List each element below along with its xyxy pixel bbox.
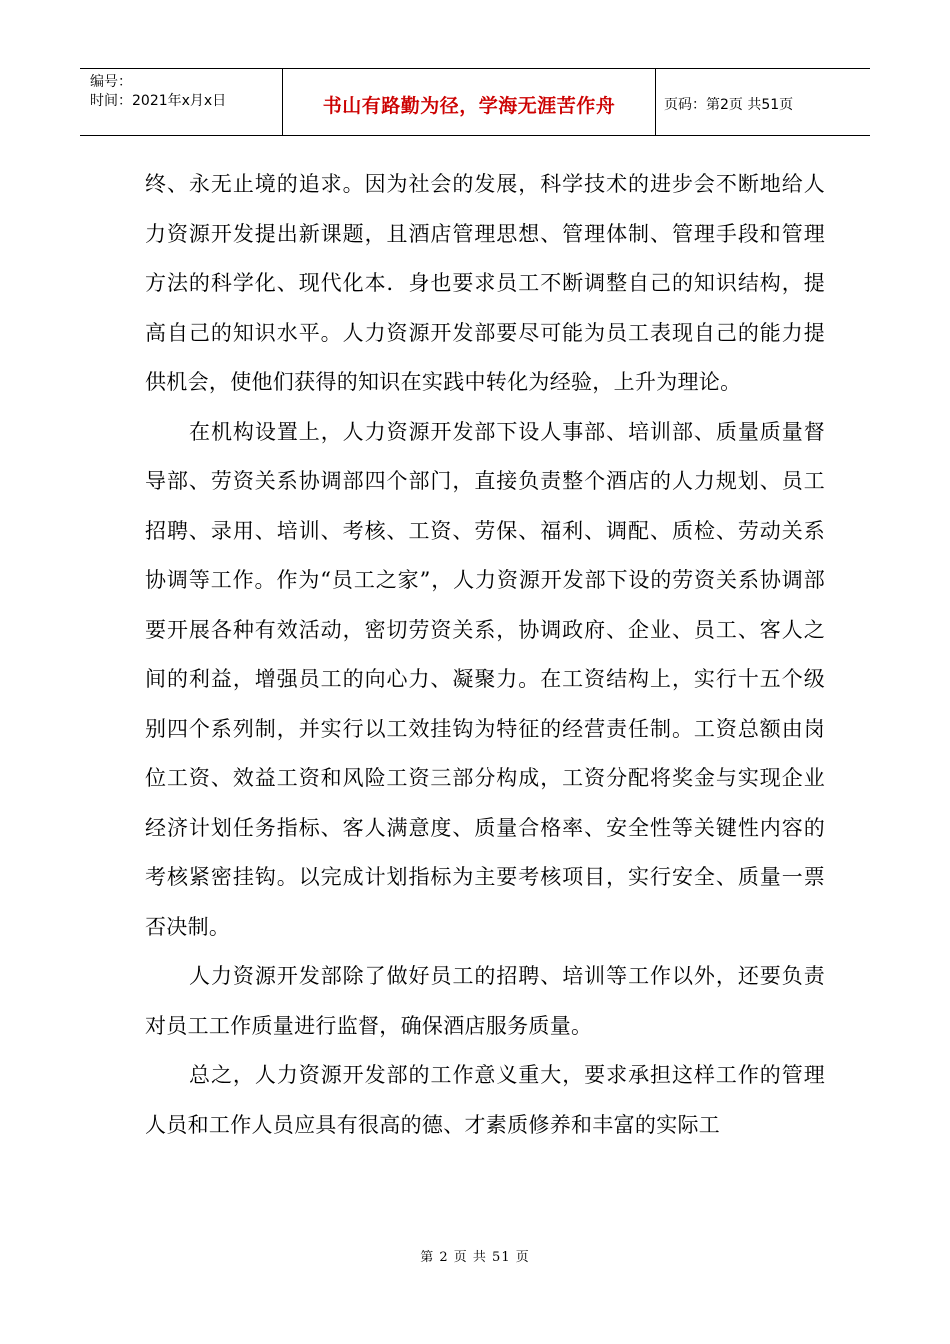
page-footer: 第 2 页 共 51 页 — [420, 1250, 530, 1265]
document-time-label: 时间：2021年x月x日 — [90, 93, 227, 109]
header-page-info: 页码：第2页 共51页 — [664, 97, 794, 113]
body-paragraph: 总之，人力资源开发部的工作意义重大，要求承担这样工作的管理人员和工作人员应具有很高的德、才素质修养和丰富的实际工 — [145, 1063, 825, 1137]
header-motto: 书山有路勤为径，学海无涯苦作舟 — [283, 69, 656, 135]
document-body — [145, 160, 825, 1150]
body-paragraph: 人力资源开发部除了做好员工的招聘、培训等工作以外，还要负责对员工工作质量进行监督，确保酒店服务质量。 — [145, 964, 825, 1038]
header-meta-cell — [80, 69, 283, 135]
document-header — [80, 68, 870, 136]
body-paragraph: 在机构设置上，人力资源开发部下设人事部、培训部、质量质量督导部、劳资关系协调部四个部门，直接负责整个酒店的人力规划、员工招聘、录用、培训、考核、工资、劳保、福利、调配、质检、劳动关系协调等工作。作为“员工之家”，人力资源开发部下设的劳资关系协调部要开展各种有效活动，密切劳资关系，协调政府、企业、员工、客人之间的利益，增强员工的向心力、凝聚力。在工资结构上，实行十五个级别四个系列制，并实行以工效挂钩为特征的经营责任制。工资总额由岗位工资、效益工资和风险工资三部分构成，工资分配将奖金与实现企业经济计划任务指标、客人满意度、质量合格率、安全性等关键性内容的考核紧密挂钩。以完成计划指标为主要考核项目，实行安全、质量一票否决制。 — [145, 419, 825, 939]
body-paragraph: 终、永无止境的追求。因为社会的发展，科学技术的进步会不断地给人力资源开发提出新课题，且酒店管理思想、管理体制、管理手段和管理方法的科学化、现代化本．身也要求员工不断调整自己的知识结构，提高自己的知识水平。人力资源开发部要尽可能为员工表现自己的能力提供机会，使他们获得的知识在实践中转化为经验，上升为理论。 — [145, 172, 825, 394]
document-number-label: 编号： — [90, 74, 132, 90]
